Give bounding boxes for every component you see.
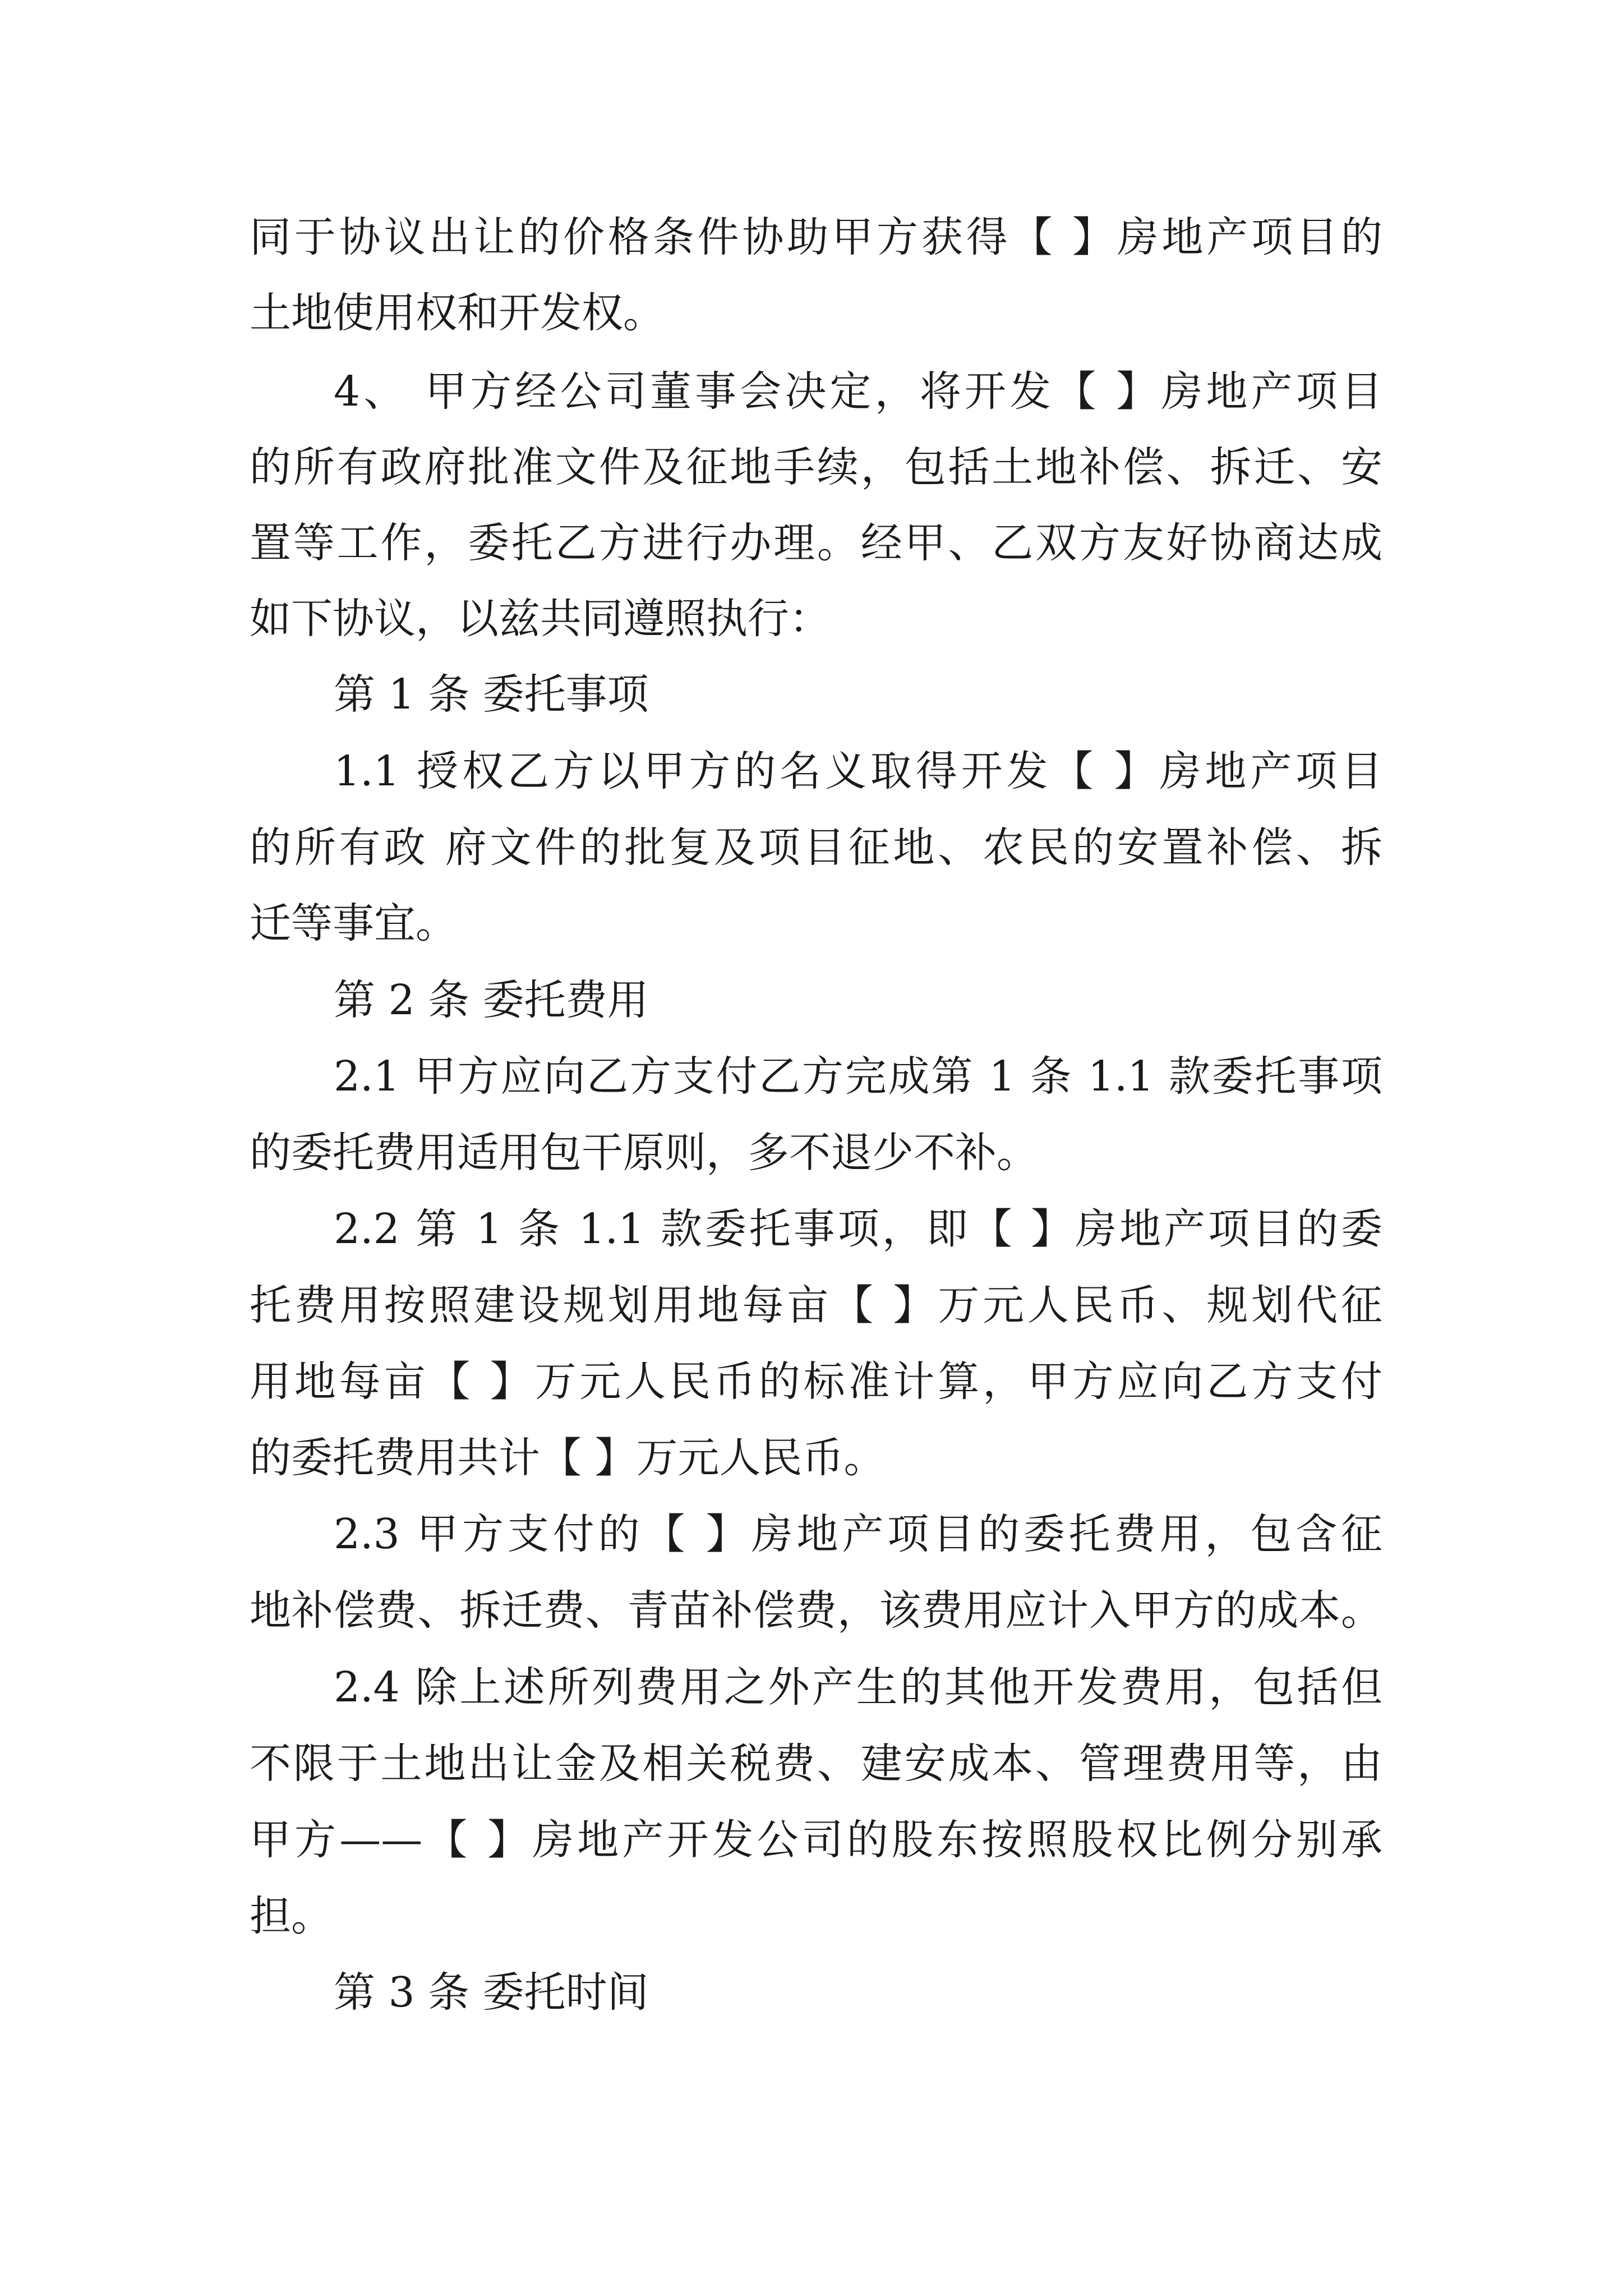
paragraph-line: 如下协议，以兹共同遵照执行： [250, 595, 831, 643]
paragraph-line: 迁等事宜。 [250, 899, 457, 947]
section-heading: 第 3 条 委托时间 [334, 1968, 649, 2017]
paragraph-line: 的委托费用适用包干原则，多不退少不补。 [250, 1129, 1038, 1177]
section-heading: 第 1 条 委托事项 [334, 670, 649, 719]
paragraph-line: 4、 甲方经公司董事会决定，将开发【 】房地产项目 [334, 367, 1382, 416]
paragraph-line: 的所有政府批准文件及征地手续，包括土地补偿、拆迁、安 [250, 443, 1382, 491]
section-heading: 第 2 条 委托费用 [334, 976, 649, 1024]
paragraph-line: 2.4 除上述所列费用之外产生的其他开发费用，包括但 [334, 1663, 1382, 1711]
paragraph-line: 地补偿费、拆迁费、青苗补偿费，该费用应计入甲方的成本。 [250, 1586, 1382, 1635]
paragraph-line: 不限于土地出让金及相关税费、建安成本、管理费用等，由 [250, 1740, 1382, 1788]
paragraph-line: 2.3 甲方支付的【 】房地产项目的委托费用，包含征 [334, 1510, 1382, 1558]
paragraph-line: 甲方——【 】房地产开发公司的股东按照股权比例分别承 [250, 1816, 1382, 1864]
paragraph-line: 同于协议出让的价格条件协助甲方获得【 】房地产项目的 [250, 213, 1382, 261]
paragraph-line: 用地每亩【 】万元人民币的标准计算，甲方应向乙方支付 [250, 1358, 1382, 1406]
paragraph-line: 担。 [250, 1892, 333, 1940]
paragraph-line: 托费用按照建设规划用地每亩【 】万元人民币、规划代征 [250, 1281, 1382, 1329]
paragraph-line: 土地使用权和开发权。 [250, 289, 665, 337]
paragraph-line: 2.2 第 1 条 1.1 款委托事项，即【 】房地产项目的委 [334, 1205, 1382, 1253]
paragraph-line: 的委托费用共计【 】万元人民币。 [250, 1434, 886, 1482]
paragraph-line: 置等工作，委托乙方进行办理。经甲、乙双方友好协商达成 [250, 519, 1382, 567]
paragraph-line: 的所有政 府文件的批复及项目征地、农民的安置补偿、拆 [250, 823, 1382, 872]
paragraph-line: 1.1 授权乙方以甲方的名义取得开发【 】房地产项目 [334, 747, 1382, 795]
paragraph-line: 2.1 甲方应向乙方支付乙方完成第 1 条 1.1 款委托事项 [334, 1052, 1382, 1101]
